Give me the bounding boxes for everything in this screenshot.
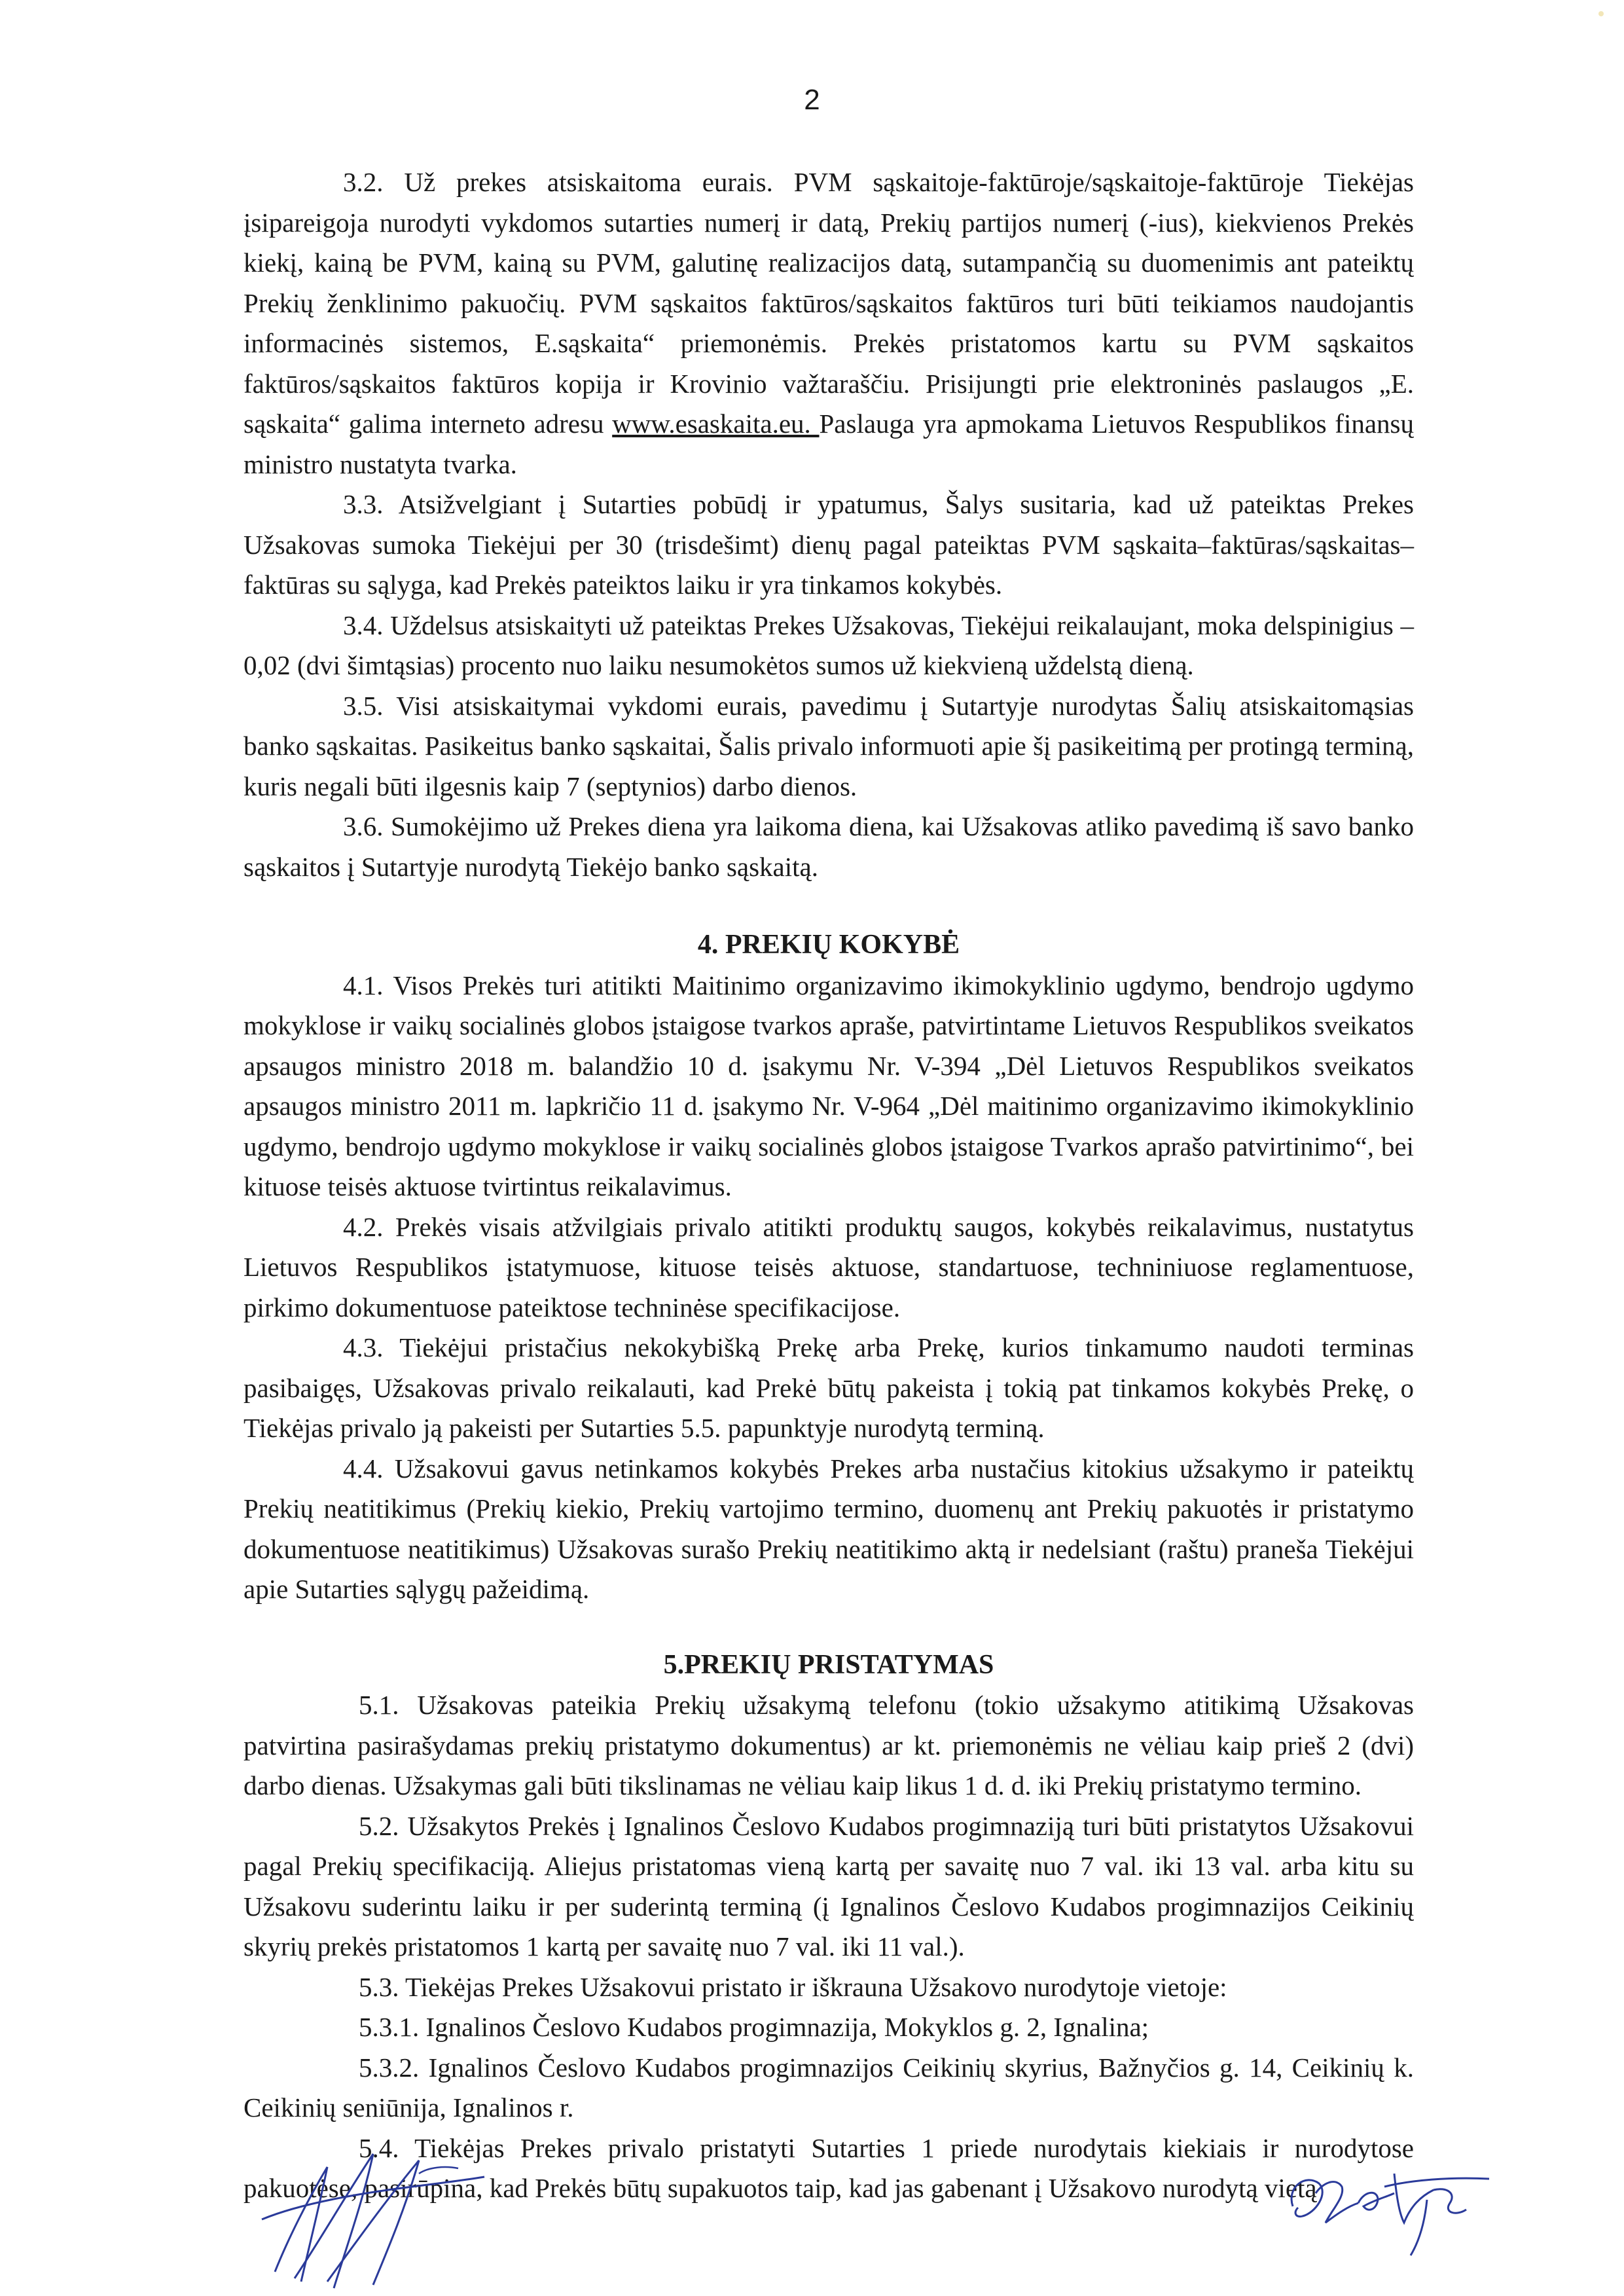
clause-3-5: 3.5. Visi atsiskaitymai vykdomi eurais, pavedimu į Sutartyje nurodytas Šalių atsiskaitomąsias banko sąskaitas. Pasikeitus banko sąskaitai, Šalis privalo informuoti apie šį pasikeitimą per protingą terminą, kuris negali būti ilgesnis kaip 7 (septynios) darbo dienos. (244, 690, 1414, 801)
signature-left-icon (249, 2141, 497, 2291)
clause-5-1: 5.1. Užsakovas pateikia Prekių užsakymą telefonu (tokio užsakymo atitikimą Užsakovas patvirtina pasirašydamas prekių pristatymo dokumentus) ar kt. priemonėmis ne vėliau kaip prieš 2 (dvi) darbo dienas. Užsakymas gali būti tikslinamas ne vėliau kaip likus 1 d. d. iki Prekių pristatymo termino. (244, 1690, 1414, 1800)
esaskaita-link[interactable]: www.esaskaita.eu. (612, 409, 820, 439)
clause-5-3-1: 5.3.1. Ignalinos Česlovo Kudabos progimnazija, Mokyklos g. 2, Ignalina; (359, 2012, 1149, 2042)
clause-4-4: 4.4. Užsakovui gavus netinkamos kokybės Prekes arba nustačius kitokius užsakymo ir pateiktų Prekių neatitikimus (Prekių kiekio, Prekių vartojimo termino, duomenų ant Prekių pakuotės ir pristatymo dokumentuose neatitikimus) Užsakovas surašo Prekių neatitikimo aktą ir nedelsiant (raštu) praneša Tiekėjui apie Sutarties sąlygų pažeidimą. (244, 1453, 1414, 1604)
scan-mark (1595, 8, 1607, 20)
clause-3-3: 3.3. Atsižvelgiant į Sutarties pobūdį ir ypatumus, Šalys susitaria, kad už pateiktas Prekes Užsakovas sumoka Tiekėjui per 30 (trisdešimt) dienų pagal pateiktas PVM sąskaita–faktūras/sąskaitas–faktūras su sąlyga, kad Prekės pateiktos laiku ir yra tinkamos kokybės. (244, 489, 1414, 600)
signature-right-icon (1280, 2160, 1496, 2259)
clause-4-1: 4.1. Visos Prekės turi atitikti Maitinimo organizavimo ikimokyklinio ugdymo, bendrojo ugdymo mokyklose ir vaikų socialinės globos įstaigose tvarkos apraše, patvirtintame Lietuvos Respublikos sveikatos apsaugos ministro 2018 m. balandžio 10 d. įsakymu Nr. V-394 „Dėl Lietuvos Respublikos sveikatos apsaugos ministro 2011 m. lapkričio 11 d. įsakymo Nr. V-964 „Dėl maitinimo organizavimo ikimokyklinio ugdymo, bendrojo ugdymo mokyklose ir vaikų socialinės globos įstaigose Tvarkos aprašo patvirtinimo“, bei kituose teisės aktuose tvirtintus reikalavimus. (244, 970, 1414, 1201)
section-4-heading: 4. PREKIŲ KOKYBĖ (697, 930, 960, 960)
section-5-heading: 5.PREKIŲ PRISTATYMAS (663, 1649, 994, 1680)
document-body (244, 162, 1414, 2209)
clause-3-2: 3.2. Už prekes atsiskaitoma eurais. PVM sąskaitoje-faktūroje/sąskaitoje-faktūroje Tiekėjas įsipareigoja nurodyti vykdomos sutarties numerį ir datą, Prekių partijos numerį (-ius), kiekvienos Prekės kiekį, kainą be PVM, kainą su PVM, galutinę realizacijos datą, sutampančią su duomenimis ant pateiktų Prekių ženklinimo pakuočių. PVM sąskaitos faktūros/sąskaitos faktūros turi būti teikiamos naudojantis informacinės sistemos, E.sąskaita“ priemonėmis. Prekės pristatomos kartu su PVM sąskaitos faktūros/sąskaitos faktūros kopija ir Krovinio važtaraščiu. Prisijungti prie elektroninės paslaugos „E. sąskaita“ galima interneto adresu www.esaskaita.eu. Paslauga yra apmokama Lietuvos Respublikos finansų ministro nustatyta tvarka. (244, 167, 1414, 479)
clause-5-2: 5.2. Užsakytos Prekės į Ignalinos Česlovo Kudabos progimnaziją turi būti pristatytos Užsakovui pagal Prekių specifikaciją. Aliejus pristatomas vieną kartą per savaitę nuo 7 val. iki 13 val. arba kitu su Užsakovu suderintu laiku ir per suderintą terminą (į Ignalinos Česlovo Kudabos progimnazijos Ceikinių skyrių prekės pristatomos 1 kartą per savaitę nuo 7 val. iki 11 val.). (244, 1810, 1414, 1961)
clause-5-3-2: 5.3.2. Ignalinos Česlovo Kudabos progimnazijos Ceikinių skyrius, Bažnyčios g. 14, Ceikinių k. Ceikinių seniūnija, Ignalinos r. (244, 2052, 1414, 2123)
clause-5-4: 5.4. Tiekėjas Prekes privalo pristatyti Sutarties 1 priede nurodytais kiekiais ir nurodytose pakuotėse, pasirūpina, kad Prekės būtų supakuotos taip, kad jas gabenant į Užsakovo nurodytą vietą (244, 2132, 1414, 2203)
clause-3-6: 3.6. Sumokėjimo už Prekes diena yra laikoma diena, kai Užsakovas atliko pavedimą iš savo banko sąskaitos į Sutartyje nurodytą Tiekėjo banko sąskaitą. (244, 811, 1414, 882)
clause-3-4: 3.4. Uždelsus atsiskaityti už pateiktas Prekes Užsakovas, Tiekėjui reikalaujant, moka delspinigius – 0,02 (dvi šimtąsias) procento nuo laiku nesumokėtos sumos už kiekvieną uždelstą dieną. (244, 610, 1414, 680)
page-number: 2 (804, 84, 820, 116)
clause-5-3: 5.3. Tiekėjas Prekes Užsakovui pristato ir iškrauna Užsakovo nurodytoje vietoje: (359, 1971, 1227, 2002)
clause-4-2: 4.2. Prekės visais atžvilgiais privalo atitikti produktų saugos, kokybės reikalavimus, nustatytus Lietuvos Respublikos įstatymuose, kituose teisės aktuose, standartuose, techniniuose reglamentuose, pirkimo dokumentuose pateiktose techninėse specifikacijose. (244, 1211, 1414, 1322)
clause-4-3: 4.3. Tiekėjui pristačius nekokybišką Prekę arba Prekę, kurios tinkamumo naudoti terminas pasibaigęs, Užsakovas privalo reikalauti, kad Prekė būtų pakeista į tokią pat tinkamos kokybės Prekę, o Tiekėjas privalo ją pakeisti per Sutarties 5.5. papunktyje nurodytą terminą. (244, 1332, 1414, 1443)
